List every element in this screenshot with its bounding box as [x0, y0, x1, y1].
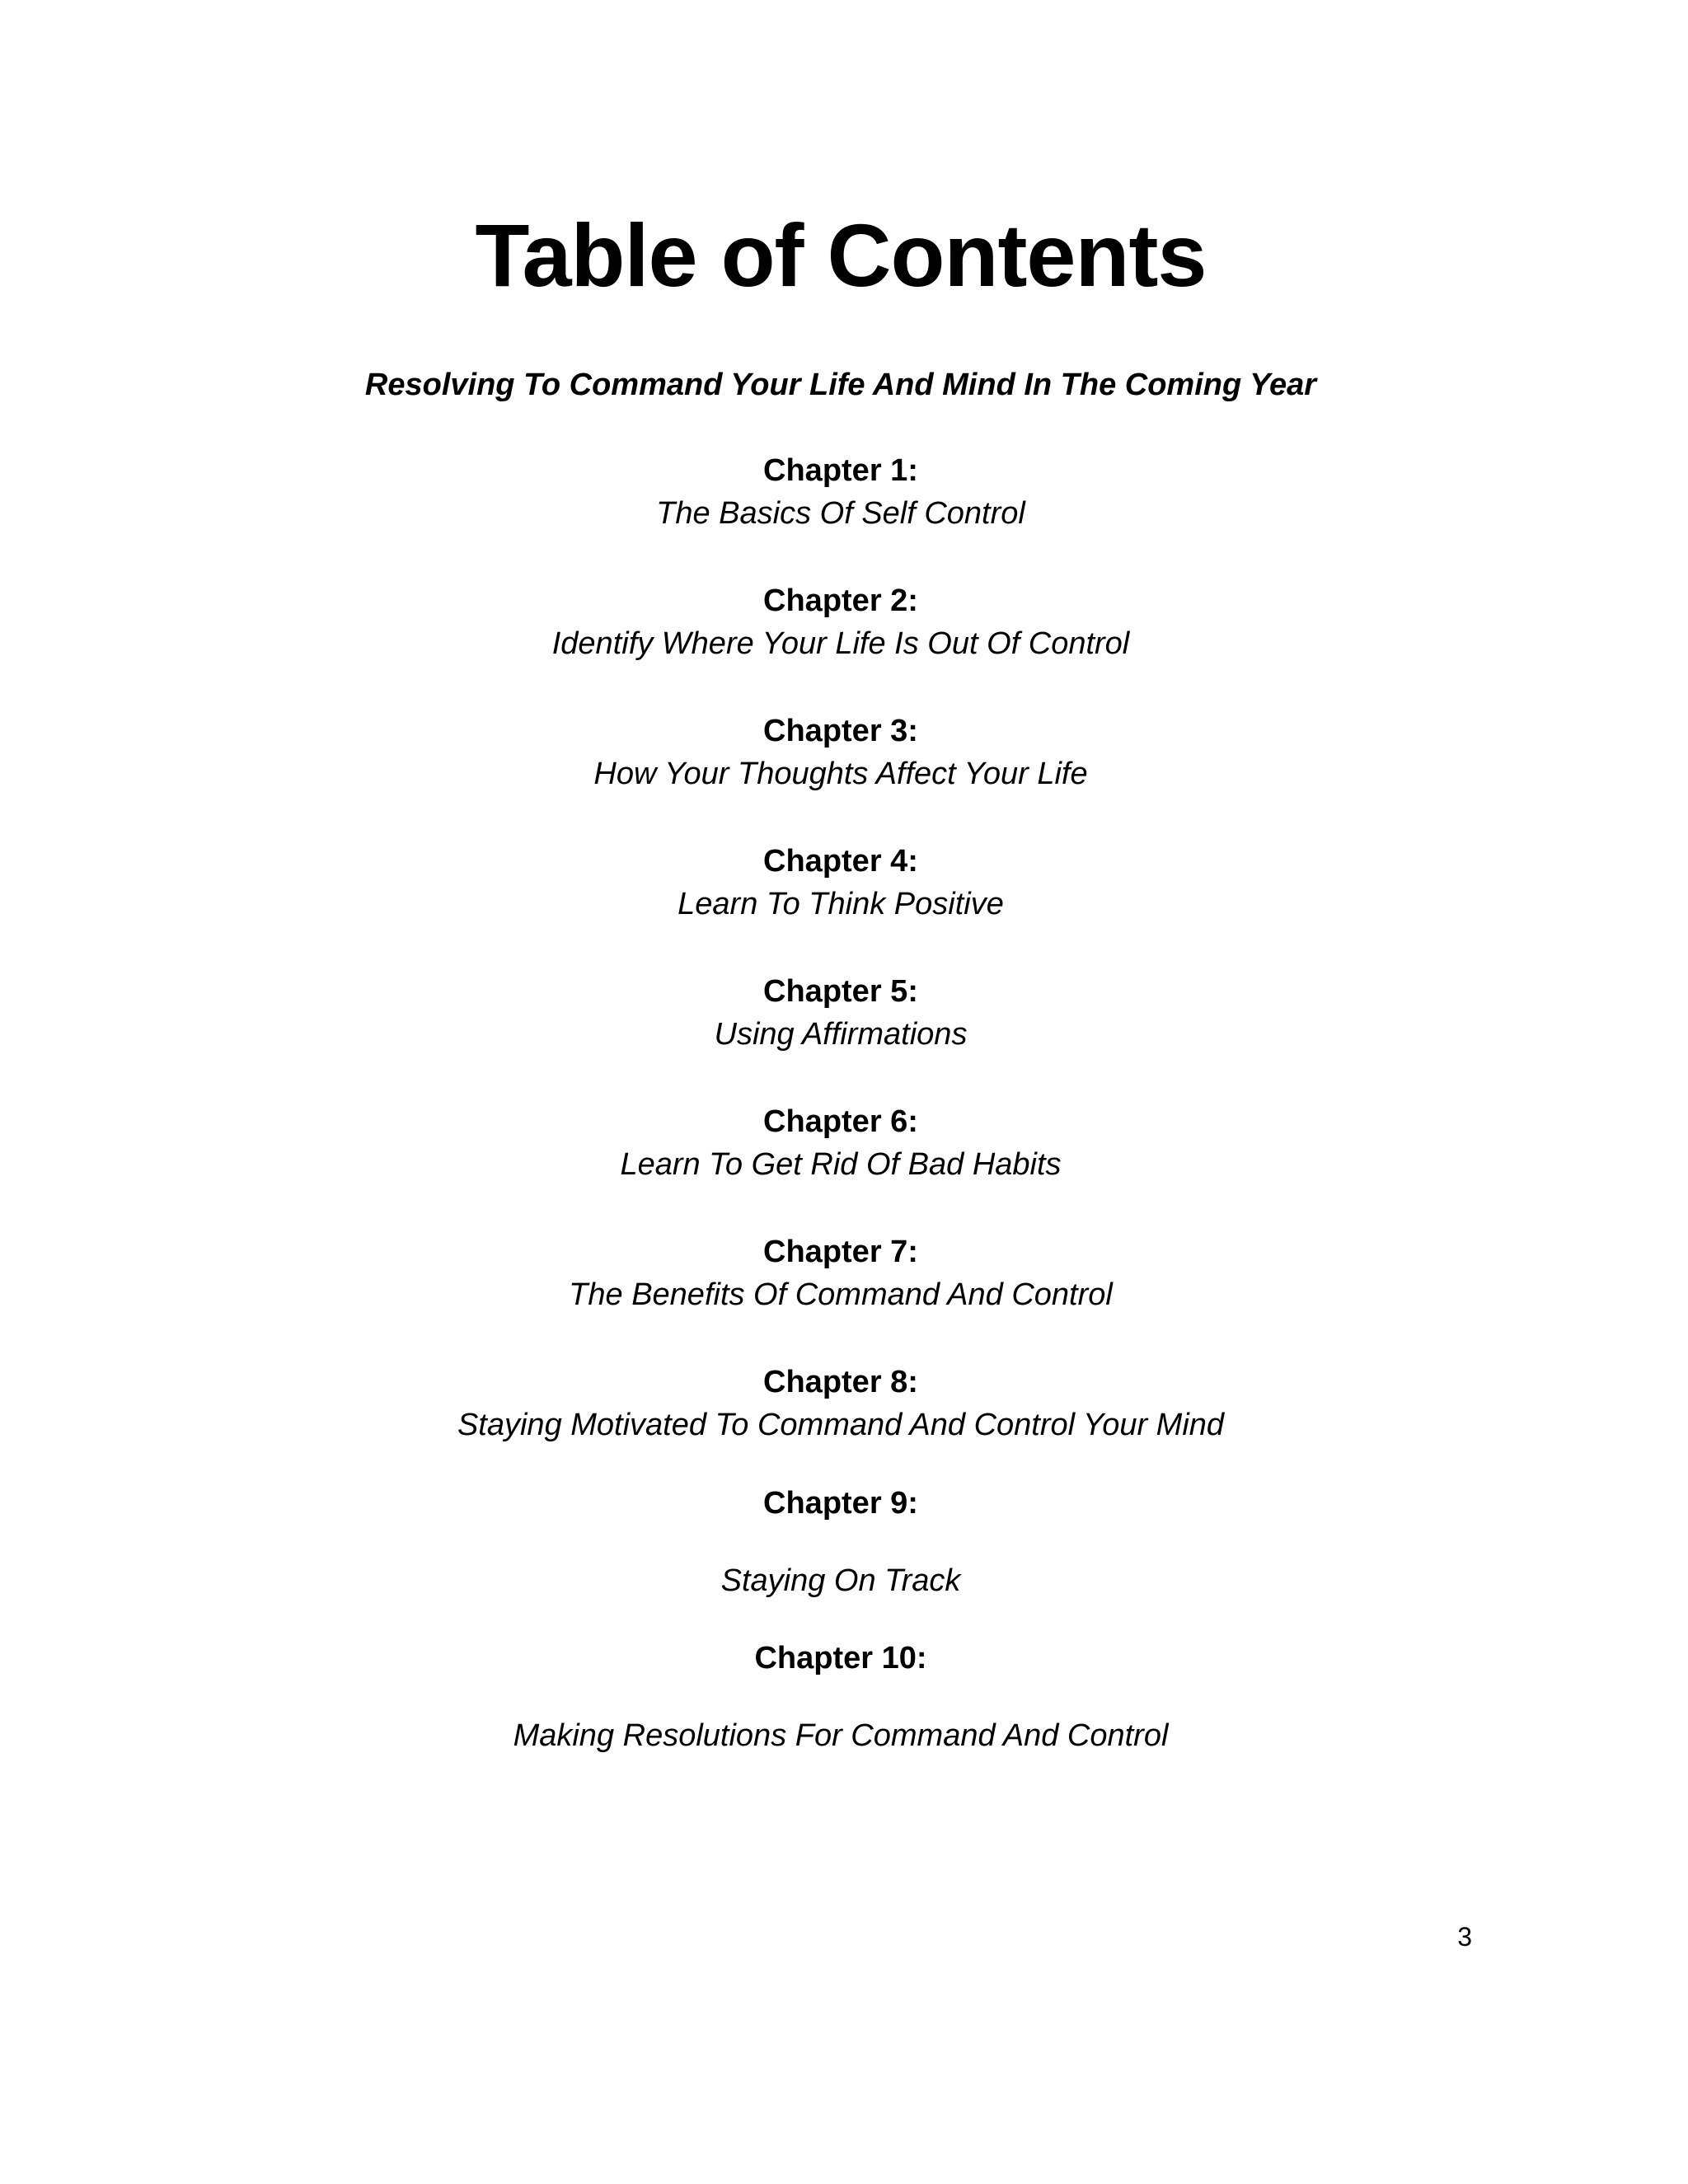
- page-number: 3: [1457, 1922, 1472, 1952]
- toc-entry-chapter-4: [0, 840, 1681, 926]
- toc-entry-chapter-1: [0, 449, 1681, 535]
- chapter-title: Learn To Think Positive: [678, 887, 1004, 921]
- toc-entry-chapter-9: [0, 1482, 1681, 1602]
- toc-entry-chapter-8: [0, 1361, 1681, 1446]
- chapter-number: Chapter 4:: [763, 844, 918, 879]
- chapter-title: The Benefits Of Command And Control: [569, 1277, 1113, 1312]
- chapter-number: Chapter 6:: [763, 1104, 918, 1139]
- toc-entry-chapter-5: [0, 970, 1681, 1056]
- toc-entry-chapter-10: [0, 1637, 1681, 1757]
- toc-entry-chapter-6: [0, 1100, 1681, 1186]
- toc-entry-chapter-3: [0, 710, 1681, 795]
- chapter-title: How Your Thoughts Affect Your Life: [593, 757, 1088, 791]
- chapter-number: Chapter 7:: [763, 1235, 918, 1269]
- chapter-number: Chapter 3:: [763, 714, 918, 748]
- chapter-title: Staying Motivated To Command And Control Your Mind: [457, 1408, 1225, 1442]
- chapter-number: Chapter 5:: [763, 974, 918, 1009]
- chapter-number: Chapter 2:: [763, 583, 918, 618]
- toc-entry-chapter-7: [0, 1230, 1681, 1316]
- chapter-title: Using Affirmations: [714, 1017, 968, 1052]
- chapter-title: Making Resolutions For Command And Control: [513, 1718, 1169, 1753]
- chapter-title: The Basics Of Self Control: [656, 496, 1025, 531]
- chapter-title: Staying On Track: [720, 1563, 961, 1598]
- chapter-number: Chapter 10:: [754, 1641, 927, 1675]
- chapter-number: Chapter 1:: [763, 453, 918, 488]
- book-subtitle: Resolving To Command Your Life And Mind In The Coming Year: [364, 368, 1317, 402]
- page-title: Table of Contents: [475, 205, 1207, 305]
- toc-entry-chapter-2: [0, 579, 1681, 665]
- chapter-title: Learn To Get Rid Of Bad Habits: [620, 1147, 1062, 1182]
- chapter-number: Chapter 9:: [763, 1486, 918, 1521]
- chapter-title: Identify Where Your Life Is Out Of Control: [551, 626, 1130, 661]
- chapter-number: Chapter 8:: [763, 1365, 918, 1399]
